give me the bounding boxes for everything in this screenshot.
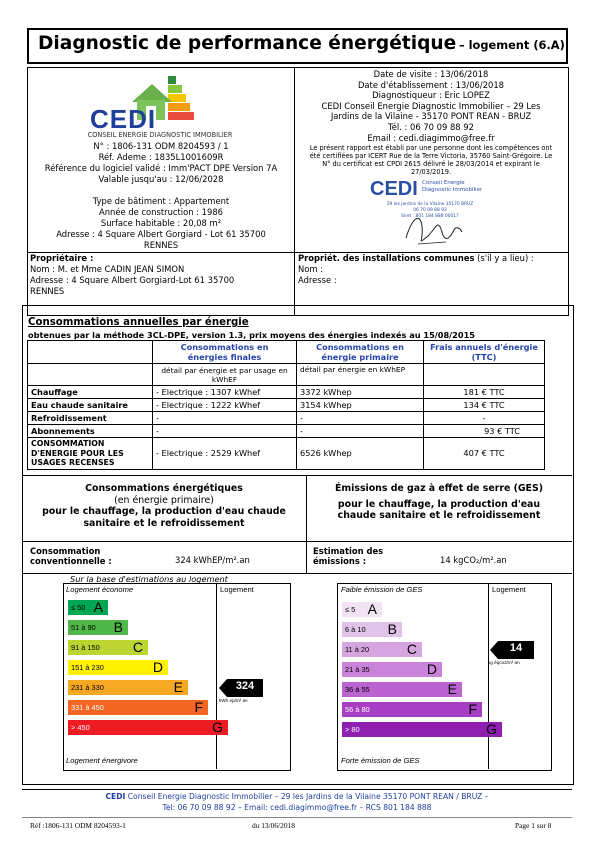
empty-cell	[424, 364, 545, 386]
row-label: Eau chaude sanitaire	[28, 399, 153, 412]
stamp-line1: Conseil Energie	[422, 180, 465, 186]
class-range: 91 à 150	[71, 643, 100, 652]
row-primaire: 3154 kWhep	[297, 399, 424, 412]
installations-block	[298, 253, 566, 286]
conso-heading: Consommations annuelles par énergie	[28, 317, 249, 328]
class-range: 151 à 230	[71, 663, 104, 672]
conso-value: 324 kWhEP/m².an	[175, 555, 250, 565]
est-line2: émissions :	[313, 556, 367, 567]
ges-desc2: chaude sanitaire et le refroidissement	[337, 510, 541, 521]
table-row	[28, 412, 545, 425]
energie-note: Sur la base d'estimations au logement	[70, 574, 228, 584]
emission-value: 14 kgCO₂/m².an	[440, 555, 507, 565]
class-letter: B	[113, 619, 123, 635]
class-range: 11 à 20	[345, 645, 370, 654]
row-frais: 181 € TTC	[424, 386, 545, 399]
ges-logement-divider	[488, 584, 489, 769]
row-frais: 93 € TTC	[424, 425, 545, 438]
proprietaire-label: Propriétaire :	[30, 253, 94, 263]
col3-line1: Frais annuels d'énergie	[430, 342, 538, 352]
energy-class-F	[68, 700, 208, 715]
date-visite: Date de visite : 13/06/2018	[373, 69, 489, 79]
conso-subheading: obtenues par la méthode 3CL-DPE, version 1.3, prix moyens des énergies indexés au 15/08/2015	[28, 330, 475, 340]
row-finale: -	[153, 425, 297, 438]
energy-class-D	[68, 660, 168, 675]
row-frais: -	[424, 412, 545, 425]
row-label: Refroidissement	[28, 412, 153, 425]
row-frais: 134 € TTC	[424, 399, 545, 412]
stamp-line5: Siret : 801 184 888 00017	[401, 214, 459, 219]
energy-class-C	[68, 640, 148, 655]
total-line2: D'ENERGIE POUR LES	[31, 448, 124, 458]
footer-date: du 13/06/2018	[252, 821, 295, 830]
company-stamp	[370, 178, 490, 250]
class-letter: D	[152, 659, 163, 675]
total-line1: CONSOMMATION	[31, 439, 105, 448]
energy-class-G	[68, 720, 228, 735]
company-line2: Jardins de la Vilaine - 35170 PONT REAN - BRUZ	[330, 111, 532, 122]
ges-marker-unit: kg éqco2/m² an	[488, 660, 520, 665]
values-divider	[22, 541, 572, 542]
energy-marker-value: 324	[235, 680, 255, 692]
energie-desc1: pour le chauffage, la production d'eau chaude	[42, 506, 286, 517]
stamp-line2: Diagnostic Immobilier	[422, 186, 483, 193]
energy-marker	[219, 679, 263, 703]
telephone: Tél. : 06 70 09 88 92	[388, 121, 474, 132]
col-header-finale	[153, 341, 297, 364]
email: Email : cedi.diagimmo@free.fr	[367, 132, 495, 143]
cedi-tagline: CONSEIL ENERGIE DIAGNOSTIC IMMOBILIER	[87, 131, 233, 139]
stamp-line4: 06 70 09 88 92	[413, 208, 447, 213]
row-primaire: -	[297, 425, 424, 438]
ges-marker	[488, 641, 534, 665]
cedi-logo-text: CEDI	[90, 104, 157, 134]
class-range: 51 à 90	[71, 623, 96, 632]
energie-bottom-label: Logement énergivore	[66, 756, 138, 765]
table-row-total	[28, 438, 545, 470]
col1-line2: énergies finales	[187, 352, 262, 362]
title-sub: – logement (6.A)	[458, 38, 565, 52]
proprietaire-block	[30, 253, 292, 297]
proprietaire-nom: Nom : M. et Mme CADIN JEAN SIMON	[30, 264, 185, 274]
row-label: Abonnements	[28, 425, 153, 438]
ref-ademe: Réf. Ademe : 1835L1001609R	[98, 152, 224, 162]
bottom-rule	[22, 817, 572, 818]
cert-line4: 27/03/2019.	[410, 168, 452, 177]
energy-class-A	[68, 600, 108, 615]
detail-finale: détail par énergie et par usage en kWhEF	[153, 364, 297, 386]
ges-class-G	[342, 722, 502, 737]
col2-line2: énergie primaire	[321, 352, 399, 362]
cert-line1: Le présent rapport est établi par une personne dont les compétences ont	[309, 144, 553, 153]
stamp-logo: CEDI	[370, 178, 418, 200]
footer-line2: Tel: 06 70 09 88 92 – Email: cedi.diagimmo@free.fr – RCS 801 184 888	[162, 802, 432, 812]
class-letter: E	[173, 679, 183, 695]
adresse-line1: Adresse : 4 Square Albert Gorgiard - Lot 61 35700	[56, 229, 266, 239]
est-line1: Estimation des	[313, 546, 384, 556]
installations-adresse: Adresse :	[298, 275, 337, 285]
class-range: ≤ 5	[345, 605, 356, 614]
class-range: 56 à 80	[345, 705, 370, 714]
row-finale: - Electrique : 1307 kWhef	[153, 386, 297, 399]
energie-top-label: Logement économe	[66, 585, 134, 594]
annee-construction: Année de construction : 1986	[99, 207, 223, 217]
energie-header	[24, 483, 304, 529]
energy-logement-divider	[216, 584, 217, 769]
row-primaire: -	[297, 412, 424, 425]
ges-bottom-label: Forte émission de GES	[341, 756, 420, 765]
footer-block	[22, 792, 572, 813]
diagnostiqueur: Diagnostiqueur : Eric LOPEZ	[372, 90, 490, 101]
class-letter: G	[212, 719, 223, 735]
row-primaire: 3372 kWhep	[297, 386, 424, 399]
table-row	[28, 425, 545, 438]
cert-line2: été certifiées par ICERT Rue de la Terre Victoria, 35760 Saint-Grégoire. Le	[309, 152, 553, 161]
company-line1: CEDI Conseil Energie Diagnostic Immobilier – 29 Les	[321, 100, 541, 111]
ges-header	[308, 483, 570, 522]
class-letter: D	[426, 661, 437, 677]
right-info-block	[295, 69, 567, 176]
class-range: 231 à 330	[71, 683, 104, 692]
energy-class-E	[68, 680, 188, 695]
ges-marker-value: 14	[509, 642, 523, 654]
total-frais: 407 € TTC	[424, 438, 545, 470]
ges-class-C	[342, 642, 422, 657]
footer-page: Page 1 sur 8	[515, 821, 552, 830]
section-divider	[22, 475, 572, 476]
logiciel: Référence du logiciel validé : Imm'PACT DPE Version 7A	[44, 163, 278, 173]
validite: Valable jusqu'au : 12/06/2028	[98, 174, 224, 184]
conv-line1: Consommation	[30, 546, 101, 556]
col-header-primaire	[297, 341, 424, 364]
class-letter: A	[367, 601, 377, 617]
type-batiment: Type de bâtiment : Appartement	[92, 196, 230, 206]
energy-class-B	[68, 620, 128, 635]
row-finale: -	[153, 412, 297, 425]
footer-ref: Réf :1806-131 ODM 8204593-1	[30, 821, 126, 830]
proprietaire-adresse1: Adresse : 4 Square Albert Gorgiard-Lot 61 35700	[30, 275, 235, 285]
class-range: > 450	[71, 723, 90, 732]
energie-sub: (en énergie primaire)	[114, 494, 214, 506]
ges-class-E	[342, 682, 462, 697]
proprietaire-adresse2: RENNES	[30, 286, 65, 296]
class-range: 331 à 450	[71, 703, 104, 712]
class-letter: C	[406, 641, 417, 657]
installations-label: Propriét. des installations communes	[298, 253, 475, 263]
ges-logement-label: Logement	[492, 585, 526, 594]
class-range: 6 à 10	[345, 625, 366, 634]
class-letter: C	[132, 639, 143, 655]
ges-title: Émissions de gaz à effet de serre (GES)	[334, 483, 544, 494]
ges-class-D	[342, 662, 442, 677]
energy-marker-unit: kWh ep/m² an	[219, 698, 248, 703]
cert-line3: N° du certificat est CPDI 2615 délivré le 28/03/2014 et expirant le	[322, 160, 540, 169]
numero: N° : 1806-131 ODM 8204593 / 1	[93, 141, 229, 151]
date-etablissement: Date d'établissement : 13/06/2018	[357, 79, 505, 90]
consumption-table	[27, 340, 545, 470]
stamp-name	[422, 180, 482, 193]
class-letter: F	[468, 701, 477, 717]
col2-line1: Consommations en	[316, 342, 404, 352]
total-primaire: 6526 kWhep	[297, 438, 424, 470]
class-letter: A	[93, 599, 103, 615]
ges-top-label: Faible émission de GES	[341, 585, 423, 594]
total-label	[28, 438, 153, 470]
ges-class-F	[342, 702, 482, 717]
footer-line1: Conseil Energie Diagnostic Immobilier – 29 les Jardins de la Vilaine 35170 PONT REAN / BRUZ –	[125, 792, 489, 801]
row-finale: - Electrique : 1222 kWhef	[153, 399, 297, 412]
ges-desc1: pour le chauffage, la production d'eau	[337, 498, 541, 510]
installations-label-suffix: (s'il y a lieu) :	[474, 253, 534, 263]
page-title	[38, 33, 565, 54]
class-letter: B	[387, 621, 397, 637]
empty-cell	[28, 364, 153, 386]
energie-title: Consommations énergétiques	[85, 483, 243, 494]
ges-class-A	[342, 602, 382, 617]
class-letter: F	[194, 699, 203, 715]
class-range: 36 à 55	[345, 685, 370, 694]
total-line3: USAGES RECENSES	[31, 458, 115, 467]
signature-icon	[398, 208, 468, 250]
energie-desc2: sanitaire et le refroidissement	[83, 517, 245, 529]
class-range: ≤ 50	[71, 603, 86, 612]
col-header-frais	[424, 341, 545, 364]
installations-nom: Nom :	[298, 264, 324, 274]
class-letter: G	[486, 721, 497, 737]
energy-ges-divider	[306, 475, 307, 574]
row-label: Chauffage	[28, 386, 153, 399]
table-row	[28, 386, 545, 399]
col3-line2: (TTC)	[471, 352, 497, 362]
class-range: 21 à 35	[345, 665, 370, 674]
footer-line	[22, 789, 572, 790]
class-letter: E	[447, 681, 457, 697]
emission-label	[313, 546, 383, 567]
detail-primaire: détail par énergie en kWhEP	[297, 364, 424, 386]
energie-logement-label: Logement	[220, 585, 254, 594]
footer-brand: CEDI	[105, 792, 126, 801]
conso-conventionnelle-label	[30, 546, 112, 567]
conv-line2: conventionnelle :	[30, 556, 112, 567]
title-main: Diagnostic de performance énergétique	[38, 33, 457, 54]
certification-text	[295, 144, 567, 176]
left-info-block	[28, 141, 294, 251]
surface: Surface habitable : 20,08 m²	[100, 218, 222, 228]
ges-class-B	[342, 622, 402, 637]
adresse-line2: RENNES	[143, 240, 179, 250]
col1-line1: Consommations en	[180, 342, 269, 352]
stamp-line3: 29 les jardins de la Vilaine 35170 BRUZ	[386, 202, 474, 207]
total-finale: - Electrique : 2529 kWhef	[153, 438, 297, 470]
table-row	[28, 399, 545, 412]
class-range: > 80	[345, 725, 360, 734]
corner-cell	[28, 341, 153, 364]
